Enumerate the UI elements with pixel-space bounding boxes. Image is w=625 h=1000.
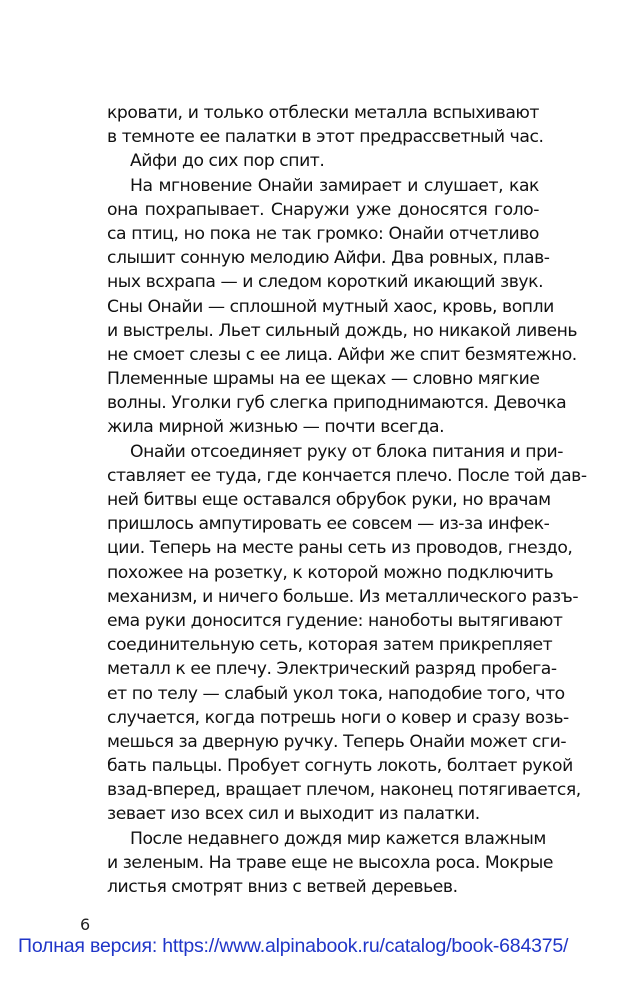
text-line: взад-вперед, вращает плечом, наконец потягивается,: [107, 780, 581, 801]
text-line: жила мирной жизнью — почти всегда.: [107, 417, 445, 438]
text-line: са птиц, но пока не так громко: Онайи отчетливо: [107, 223, 539, 244]
text-line: Айфи до сих пор спит.: [130, 151, 325, 172]
text-line: и зеленым. На траве еще не высохла роса. Мокрые: [107, 852, 554, 873]
text-line: мешься за дверную ручку. Теперь Онайи может сги-: [107, 731, 567, 752]
text-line: После недавнего дождя мир кажется влажным: [130, 828, 546, 849]
text-line: ет по телу — слабый укол тока, наподобие того, что: [107, 683, 565, 704]
text-line: волны. Уголки губ слегка приподнимаются. Девочка: [107, 393, 567, 414]
text-line: случается, когда потрешь ноги о ковер и сразу возь-: [107, 707, 569, 728]
text-line: На мгновение Онайи замирает и слушает, как: [130, 175, 539, 196]
text-line: металл к ее плечу. Электрический разряд пробега-: [107, 659, 557, 680]
paragraph-2: [107, 149, 539, 173]
paragraph-4: [107, 440, 587, 827]
text-line: не смоет слезы с ее лица. Айфи же спит безмятежно.: [107, 344, 577, 365]
page-number: 6: [80, 915, 91, 934]
text-line: кровати, и только отблески металла вспыхивают: [107, 103, 539, 123]
text-line: в темноте ее палатки в этот предрассветный час.: [107, 127, 544, 148]
full-version-link[interactable]: Полная версия: https://www.alpinabook.ru/catalog/book-684375/: [18, 935, 569, 957]
text-line: Онайи отсоединяет руку от блока питания и при-: [130, 441, 564, 462]
text-line: зевает изо всех сил и выходит из палатки.: [107, 804, 480, 825]
text-line: Племенные шрамы на ее щеках — словно мягкие: [107, 369, 540, 390]
text-line: ных всхрапа — и следом короткий икающий звук.: [107, 272, 544, 293]
text-line: ции. Теперь на месте раны сеть из проводов, гнездо,: [107, 538, 573, 559]
text-line: ней битвы еще оставался обрубок руки, но врачам: [107, 490, 551, 510]
text-line: она похрапывает. Снаружи уже доносятся голо-: [107, 199, 539, 220]
text-line: ема руки доносится гудение: наноботы вытягивают: [107, 610, 563, 631]
text-line: Сны Онайи — сплошной мутный хаос, кровь, вопли: [107, 296, 554, 317]
text-line: ставляет ее туда, где кончается плечо. После той дав-: [107, 465, 587, 486]
book-page-text: [107, 101, 587, 899]
text-line: бать пальцы. Пробует согнуть локоть, болтает рукой: [107, 756, 573, 777]
text-line: механизм, и ничего больше. Из металлического разъ-: [107, 586, 579, 607]
text-line: слышит сонную мелодию Айфи. Два ровных, плав-: [107, 248, 550, 269]
text-line: и выстрелы. Льет сильный дождь, но никакой ливень: [107, 320, 578, 341]
paragraph-5: [107, 827, 554, 900]
text-line: соединительную сеть, которая затем прикрепляет: [107, 635, 553, 656]
paragraph-3: [107, 174, 578, 440]
paragraph-1: [107, 101, 544, 149]
text-line: листья смотрят вниз с ветвей деревьев.: [107, 877, 458, 897]
text-line: пришлось ампутировать ее совсем — из-за инфек-: [107, 514, 550, 535]
text-line: похожее на розетку, к которой можно подключить: [107, 562, 554, 583]
